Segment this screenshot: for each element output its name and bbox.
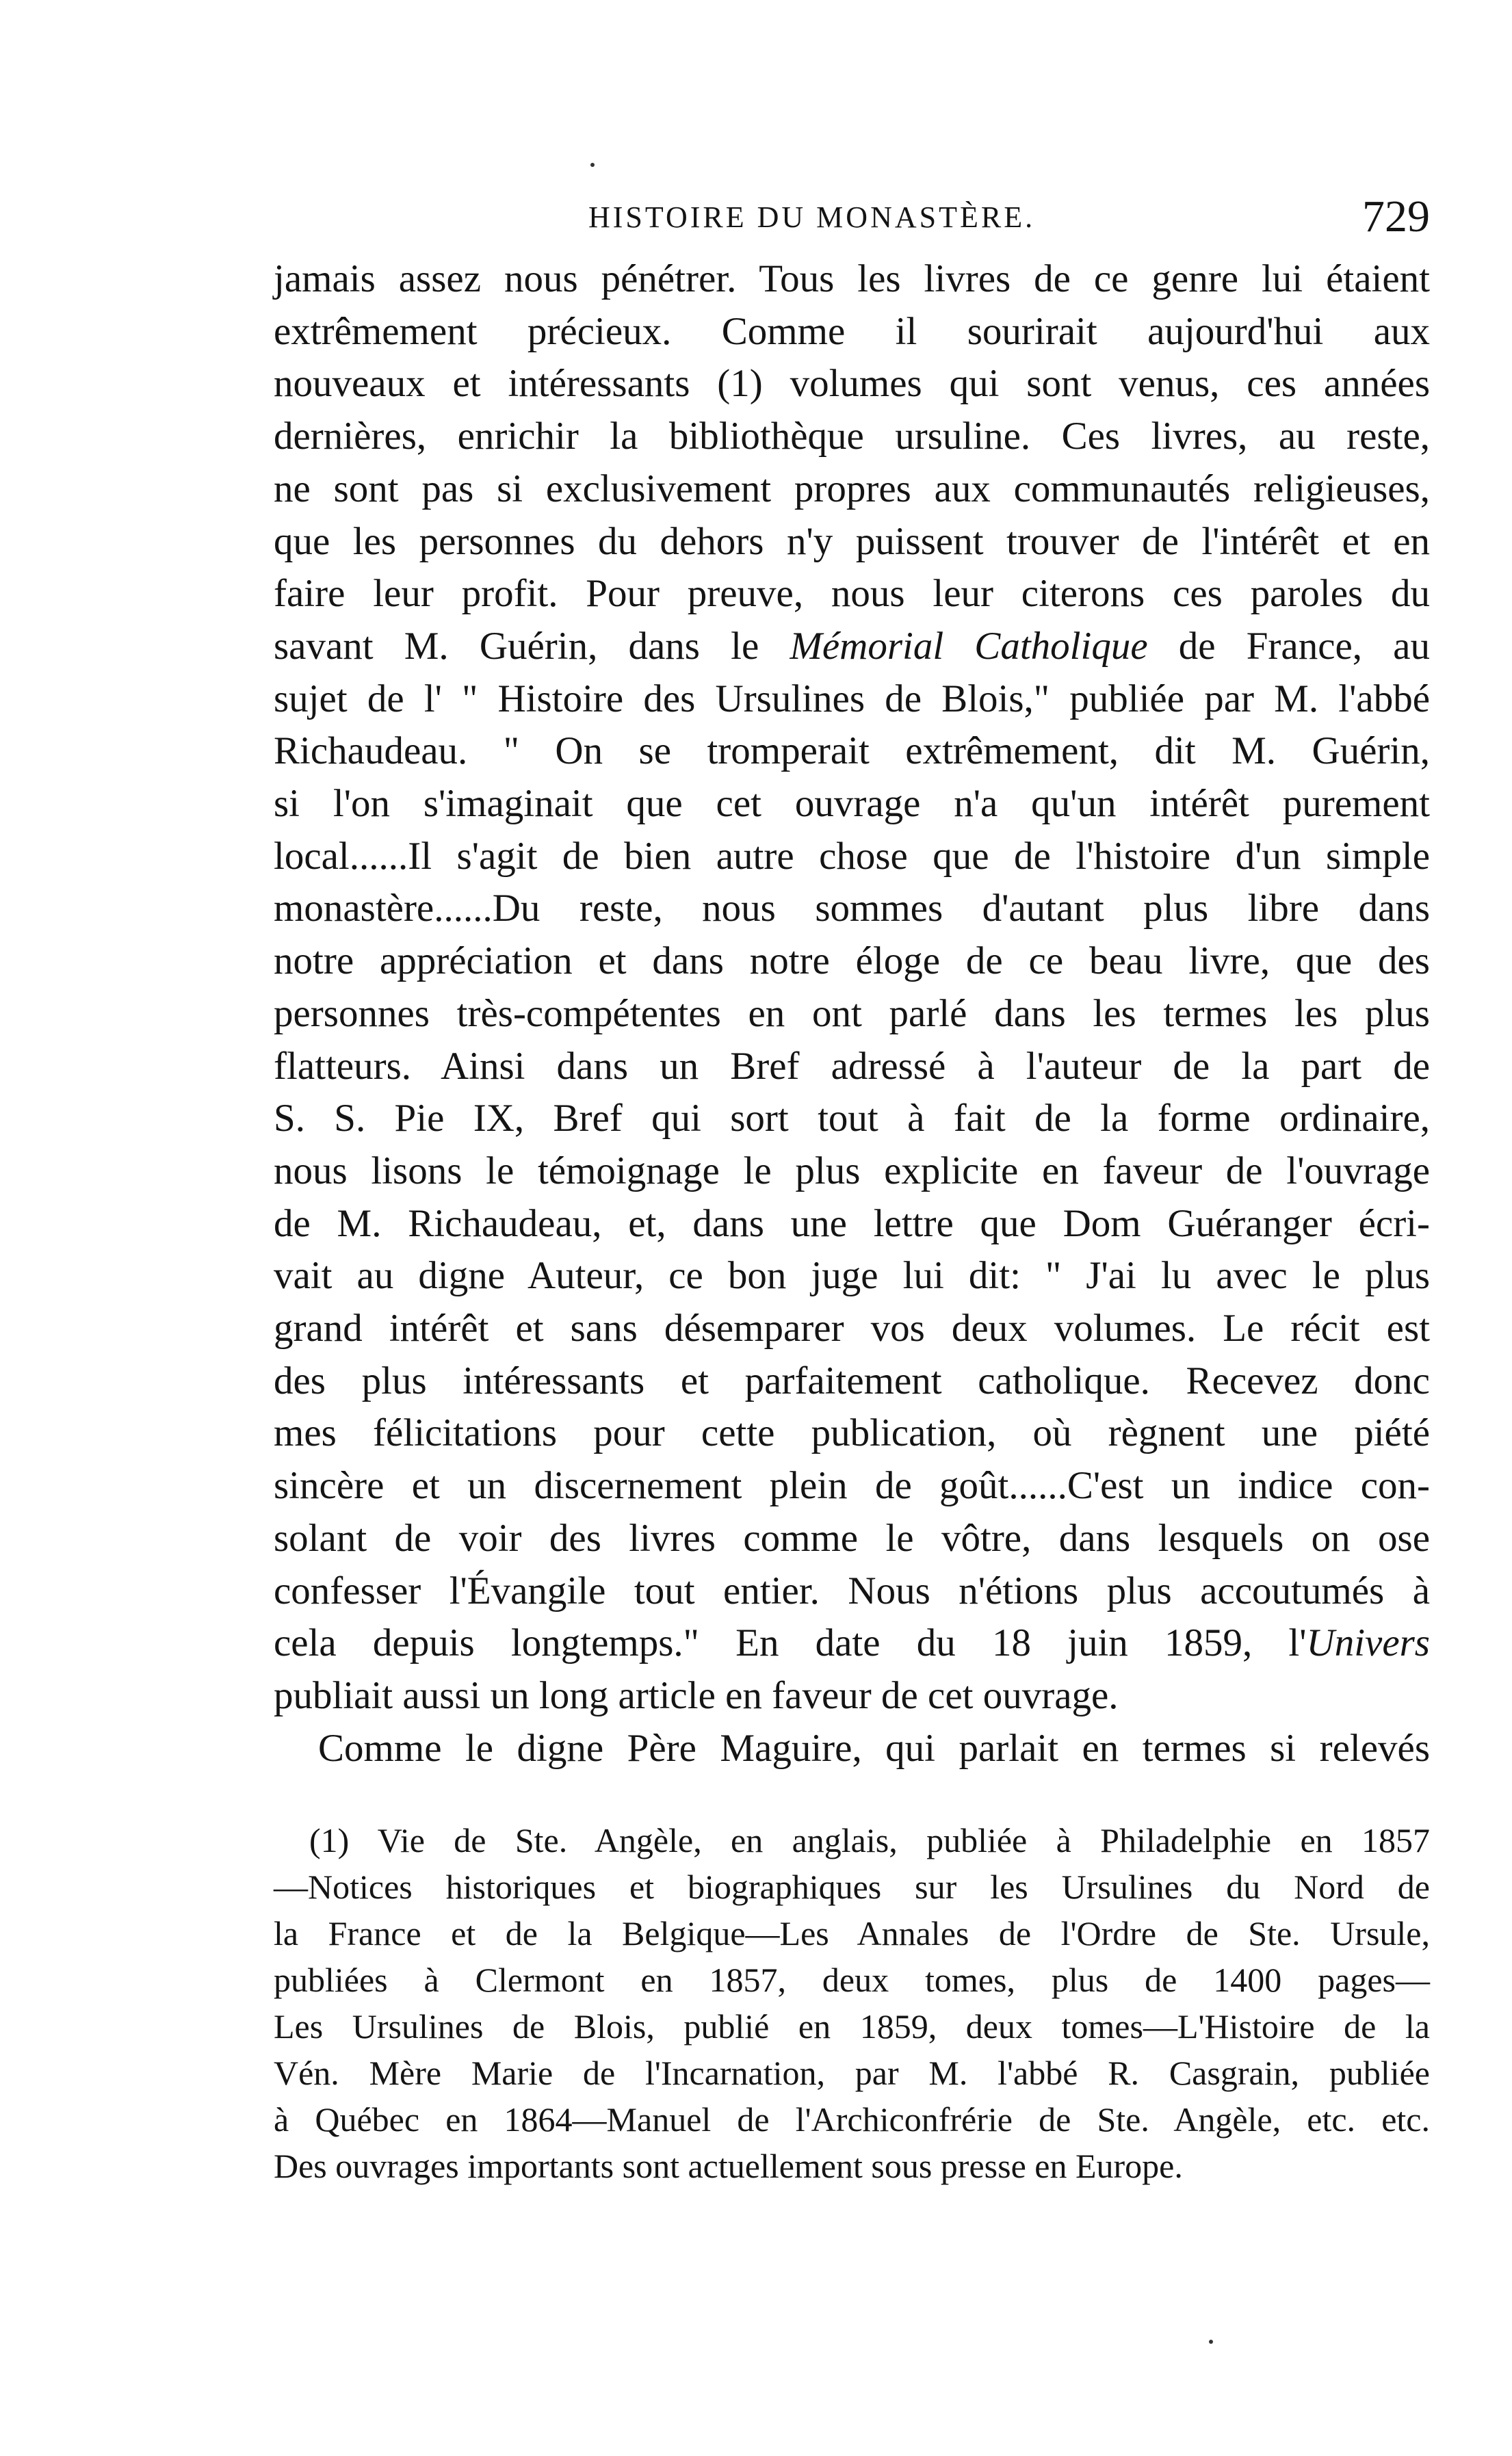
- text-line: confesser l'Évangile tout entier. Nous n'étions plus accoutumés à: [274, 1569, 1430, 1612]
- text-line: grand intérêt et sans désemparer vos deux volumes. Le récit est: [274, 1307, 1430, 1350]
- footnote-line: publiées à Clermont en 1857, deux tomes, plus de 1400 pages—: [274, 1961, 1430, 2000]
- text-line: Richaudeau. " On se tromperait extrêmement, dit M. Guérin,: [274, 729, 1430, 773]
- italic-title: Univers: [1306, 1621, 1430, 1665]
- text-line: monastère......Du reste, nous sommes d'autant plus libre dans: [274, 887, 1430, 930]
- page-header: [274, 192, 1430, 253]
- footnote-line: à Québec en 1864—Manuel de l'Archiconfrérie de Ste. Angèle, etc. etc.: [274, 2100, 1430, 2139]
- text-line: extrêmement précieux. Comme il sourirait aujourd'hui aux: [274, 309, 1430, 353]
- italic-title: Mémorial Catholique: [790, 624, 1148, 668]
- footnote-line: Des ouvrages importants sont actuellement sous presse en Europe.: [274, 2147, 1183, 2186]
- text-segment: cela depuis longtemps." En date du 18 juin 1859, l': [274, 1621, 1307, 1665]
- text-line: que les personnes du dehors n'y puissent trouver de l'intérêt et en: [274, 519, 1430, 563]
- text-line: S. S. Pie IX, Bref qui sort tout à fait de la forme ordinaire,: [274, 1097, 1430, 1140]
- footnote: [274, 1817, 1430, 2189]
- text-line: solant de voir des livres comme le vôtre, dans lesquels on ose: [274, 1516, 1430, 1560]
- text-line: faire leur profit. Pour preuve, nous leur citerons ces paroles du: [274, 572, 1430, 616]
- text-segment: de France, au: [1147, 624, 1430, 668]
- text-line: si l'on s'imaginait que cet ouvrage n'a qu'un intérêt purement: [274, 782, 1430, 826]
- book-page: [274, 192, 1430, 2189]
- text-line: [274, 1617, 1430, 1670]
- text-line: sincère et un discernement plein de goût......C'est un indice con-: [274, 1464, 1430, 1508]
- text-line: personnes très-compétentes en ont parlé dans les termes les plus: [274, 991, 1430, 1035]
- footnote-line: Vén. Mère Marie de l'Incarnation, par M. l'abbé R. Casgrain, publiée: [274, 2054, 1430, 2093]
- text-line: vait au digne Auteur, ce bon juge lui dit: " J'ai lu avec le plus: [274, 1254, 1430, 1298]
- text-line: nous lisons le témoignage le plus explicite en faveur de l'ouvrage: [274, 1149, 1430, 1192]
- text-line: flatteurs. Ainsi dans un Bref adressé à l'auteur de la part de: [274, 1044, 1430, 1088]
- text-line: notre appréciation et dans notre éloge de ce beau livre, que des: [274, 939, 1430, 983]
- footnote-line: Les Ursulines de Blois, publié en 1859, deux tomes—L'Histoire de la: [274, 2007, 1430, 2046]
- main-text: [274, 253, 1430, 1775]
- text-line: mes félicitations pour cette publication, où règnent une piété: [274, 1411, 1430, 1455]
- text-line: de M. Richaudeau, et, dans une lettre que Dom Guéranger écri-: [274, 1201, 1430, 1245]
- text-line: local......Il s'agit de bien autre chose que de l'histoire d'un simple: [274, 834, 1430, 878]
- text-line: jamais assez nous pénétrer. Tous les livres de ce genre lui étaient: [274, 257, 1430, 300]
- text-line: ne sont pas si exclusivement propres aux communautés religieuses,: [274, 467, 1430, 510]
- text-segment: savant M. Guérin, dans le: [274, 624, 790, 668]
- text-line: sujet de l' " Histoire des Ursulines de Blois," publiée par M. l'abbé: [274, 677, 1430, 720]
- footnote-line: la France et de la Belgique—Les Annales de l'Ordre de Ste. Ursule,: [274, 1914, 1430, 1953]
- footnote-line: (1) Vie de Ste. Angèle, en anglais, publiée à Philadelphie en 1857: [309, 1821, 1430, 1860]
- text-line: [274, 620, 1430, 673]
- text-line: publiait aussi un long article en faveur de cet ouvrage.: [274, 1673, 1119, 1717]
- page-number: 729: [1362, 192, 1430, 241]
- text-line: Comme le digne Père Maguire, qui parlait en termes si relevés: [318, 1726, 1430, 1770]
- ink-speck: [1209, 2340, 1213, 2344]
- text-line: dernières, enrichir la bibliothèque ursuline. Ces livres, au reste,: [274, 415, 1430, 458]
- ink-speck: [590, 163, 595, 167]
- text-line: nouveaux et intéressants (1) volumes qui sont venus, ces années: [274, 362, 1430, 406]
- footnote-line: —Notices historiques et biographiques sur les Ursulines du Nord de: [274, 1868, 1430, 1907]
- text-line: des plus intéressants et parfaitement catholique. Recevez donc: [274, 1359, 1430, 1402]
- running-title: HISTOIRE DU MONASTÈRE.: [588, 200, 1036, 234]
